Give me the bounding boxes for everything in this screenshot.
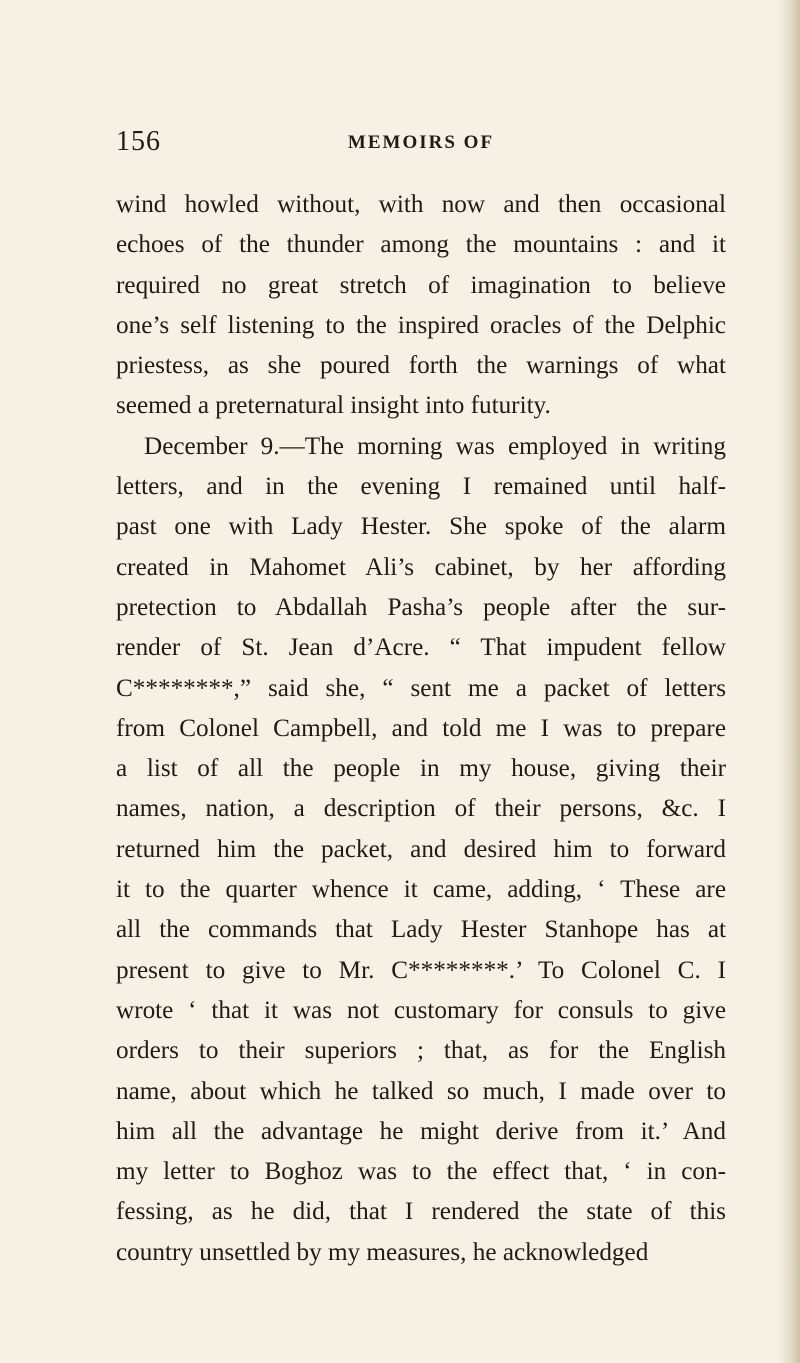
text-line: my letter to Boghoz was to the effect that, ‘ in con- — [116, 1158, 726, 1186]
page-header — [116, 126, 726, 166]
text-line: present to give to Mr. C********.’ To Colonel C. I — [116, 956, 726, 984]
text-line: fessing, as he did, that I rendered the state of this — [116, 1198, 726, 1226]
text-line: from Colonel Campbell, and told me I was to prepare — [116, 714, 726, 742]
text-line: all the commands that Lady Hester Stanhope has at — [116, 916, 726, 944]
text-line: required no great stretch of imagination to believe — [116, 271, 726, 299]
page-number: 156 — [116, 126, 161, 157]
text-line: him all the advantage he might derive from it.’ And — [116, 1117, 726, 1145]
text-line: created in Mahomet Ali’s cabinet, by her affording — [116, 553, 726, 581]
text-line: returned him the packet, and desired him to forward — [116, 835, 726, 863]
text-line: letters, and in the evening I remained until half- — [116, 473, 726, 501]
text-line: names, nation, a description of their persons, &c. I — [116, 795, 726, 823]
text-line: C********,” said she, “ sent me a packet of letters — [116, 674, 726, 702]
text-line: a list of all the people in my house, giving their — [116, 755, 726, 783]
text-line: name, about which he talked so much, I made over to — [116, 1077, 726, 1105]
text-line: echoes of the thunder among the mountains : and it — [116, 231, 726, 259]
text-line: pretection to Abdallah Pasha’s people after the sur- — [116, 593, 726, 621]
page-edge-shadow — [778, 0, 800, 1363]
text-line: seemed a preternatural insight into futurity. — [116, 392, 551, 420]
text-line: priestess, as she poured forth the warnings of what — [116, 352, 726, 380]
text-line: it to the quarter whence it came, adding, ‘ These are — [116, 876, 726, 904]
running-title: MEMOIRS OF — [347, 132, 495, 153]
text-line: render of St. Jean d’Acre. “ That impudent fellow — [116, 634, 726, 662]
body-text — [116, 185, 726, 1273]
text-line: wrote ‘ that it was not customary for consuls to give — [116, 996, 726, 1024]
text-line: one’s self listening to the inspired oracles of the Delphic — [116, 311, 726, 339]
text-line: country unsettled by my measures, he acknowledged — [116, 1238, 649, 1266]
text-line: past one with Lady Hester. She spoke of the alarm — [116, 513, 726, 541]
text-line: wind howled without, with now and then occasional — [116, 191, 726, 218]
text-line: orders to their superiors ; that, as for the English — [116, 1037, 726, 1065]
text-line: December 9.—The morning was employed in writing — [144, 432, 726, 460]
